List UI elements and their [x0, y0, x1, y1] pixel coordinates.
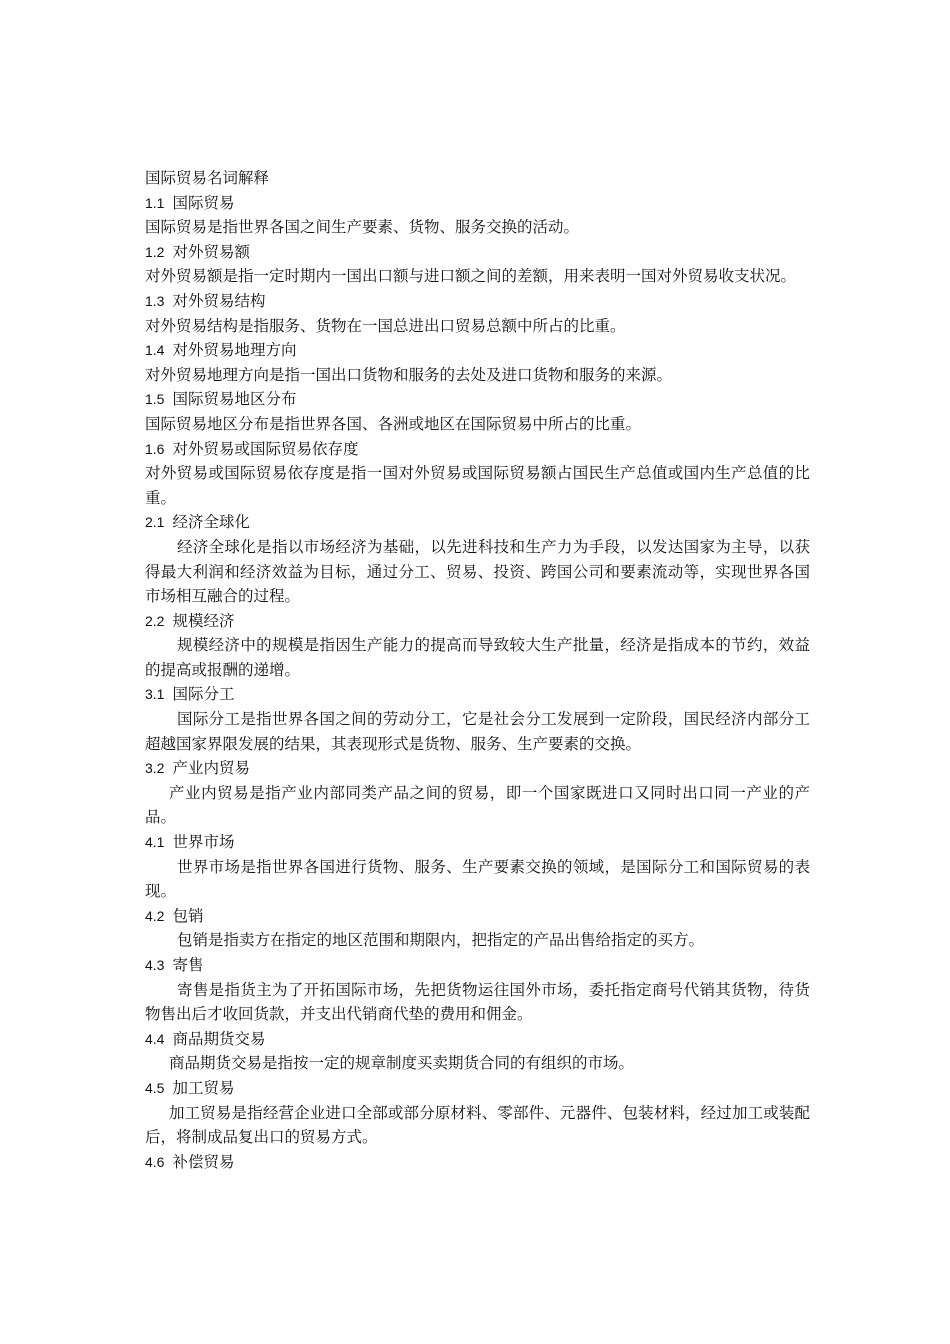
section-title: 国际分工	[172, 685, 235, 704]
section-title: 世界市场	[172, 833, 235, 852]
section-title: 寄售	[172, 956, 204, 974]
section-title: 对外贸易地理方向	[172, 341, 297, 360]
section-title: 国际贸易	[172, 193, 235, 212]
section-number: 4.4	[145, 1030, 165, 1047]
section-heading	[145, 904, 810, 929]
section-definition: 国际分工是指世界各国之间的劳动分工，它是社会分工发展到一定阶段，国民经济内部分工超越国家界限发展的结果，其表现形式是货物、服务、生产要素的交换。	[145, 710, 810, 753]
section-number: 4.1	[145, 834, 165, 851]
section-heading	[145, 682, 810, 707]
section-definition: 商品期货交易是指按一定的规章制度买卖期货合同的有组织的市场。	[169, 1054, 635, 1073]
section-number: 1.5	[145, 391, 165, 408]
section-number: 2.2	[145, 612, 165, 629]
section-heading	[145, 510, 810, 535]
section-number: 4.2	[145, 907, 165, 924]
section-heading	[145, 338, 810, 363]
section-heading	[145, 1027, 810, 1052]
section-number: 4.3	[145, 957, 165, 973]
section-heading	[145, 756, 810, 781]
section-title: 规模经济	[172, 611, 235, 630]
section-number: 3.2	[145, 760, 165, 777]
section-title: 对外贸易结构	[172, 291, 266, 310]
section-number: 1.4	[145, 342, 165, 359]
section-heading	[145, 387, 810, 412]
section-heading	[145, 953, 810, 978]
section-title: 国际贸易地区分布	[172, 390, 297, 409]
section-title: 对外贸易或国际贸易依存度	[172, 439, 359, 458]
section-heading	[145, 1076, 810, 1101]
section-heading	[145, 289, 810, 314]
section-number: 4.6	[145, 1153, 165, 1170]
section-definition: 包销是指卖方在指定的地区范围和期限内，把指定的产品出售给指定的买方。	[177, 931, 705, 950]
section-title: 包销	[172, 906, 204, 925]
section-title: 经济全球化	[172, 513, 250, 532]
section-heading	[145, 830, 810, 855]
section-definition: 国际贸易地区分布是指世界各国、各洲或地区在国际贸易中所占的比重。	[145, 414, 642, 433]
section-number: 3.1	[145, 686, 165, 703]
section-number: 1.6	[145, 440, 165, 457]
section-definition: 对外贸易地理方向是指一国出口货物和服务的去处及进口货物和服务的来源。	[145, 365, 673, 384]
section-number: 2.1	[145, 514, 165, 531]
section-heading	[145, 240, 810, 265]
section-title: 商品期货交易	[172, 1029, 266, 1048]
section-number: 1.2	[145, 243, 165, 260]
section-heading	[145, 437, 810, 462]
section-definition: 对外贸易额是指一定时期内一国出口额与进口额之间的差额，用来表明一国对外贸易收支状况。	[145, 267, 797, 286]
section-definition: 国际贸易是指世界各国之间生产要素、货物、服务交换的活动。	[145, 218, 580, 237]
section-definition: 规模经济中的规模是指因生产能力的提高而导致较大生产批量，经济是指成本的节约，效益的提高或报酬的递增。	[145, 636, 810, 679]
section-title: 对外贸易额	[172, 242, 250, 261]
section-number: 1.1	[145, 194, 165, 211]
document-title: 国际贸易名词解释	[145, 169, 270, 187]
section-title: 加工贸易	[172, 1078, 235, 1097]
section-number: 1.3	[145, 292, 165, 309]
section-definition: 对外贸易或国际贸易依存度是指一国对外贸易或国际贸易额占国民生产总值或国内生产总值的比重。	[145, 464, 810, 507]
section-heading	[145, 609, 810, 634]
section-heading	[145, 191, 810, 216]
document-body	[145, 166, 810, 1174]
section-definition: 产业内贸易是指产业内部同类产品之间的贸易，即一个国家既进口又同时出口同一产业的产品。	[145, 783, 810, 827]
section-list	[145, 191, 810, 1175]
section-definition: 经济全球化是指以市场经济为基础，以先进科技和生产力为手段，以发达国家为主导，以获得最大利润和经济效益为目标，通过分工、贸易、投资、跨国公司和要素流动等，实现世界各国市场相互融合的过程。	[145, 537, 810, 606]
section-number: 4.5	[145, 1079, 165, 1096]
section-definition: 世界市场是指世界各国进行货物、服务、生产要素交换的领域，是国际分工和国际贸易的表现。	[145, 857, 810, 901]
section-title: 产业内贸易	[172, 759, 250, 778]
section-title: 补偿贸易	[172, 1152, 235, 1171]
section-definition: 加工贸易是指经营企业进口全部或部分原材料、零部件、元器件、包装材料，经过加工或装配后，将制成品复出口的贸易方式。	[145, 1103, 810, 1147]
section-definition: 寄售是指货主为了开拓国际市场，先把货物运往国外市场，委托指定商号代销其货物，待货物售出后才收回货款，并支出代销商代垫的费用和佣金。	[145, 980, 810, 1024]
section-definition: 对外贸易结构是指服务、货物在一国总进出口贸易总额中所占的比重。	[145, 316, 626, 335]
section-heading	[145, 1150, 810, 1175]
